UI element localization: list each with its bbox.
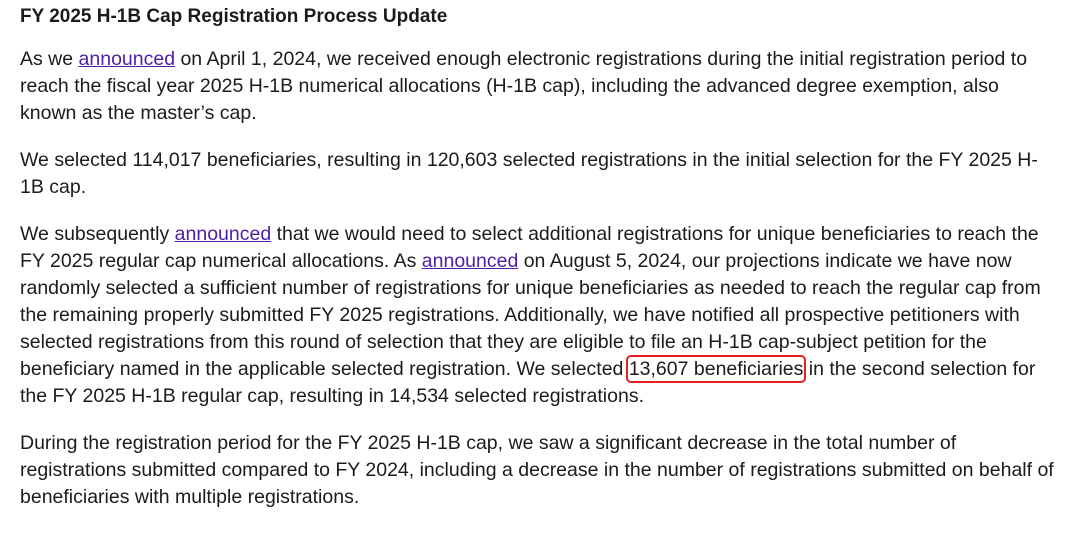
page-title: FY 2025 H-1B Cap Registration Process Update [20,6,448,27]
paragraph-second-text-4: in the second selection for the FY 2025 H-1B regular cap, resulting in 14,534 selected registrations. [20,358,1036,407]
paragraph-intro-text-1: As we [20,48,79,70]
paragraph-second-text-3: on August 5, 2024, our projections indicate we have now randomly selected a sufficient number of registrations for unique beneficiaries as needed to reach the regular cap from the remaining properly submitted FY 2025 registrations. Additionally, we have notified all prospective petitioners with selected registrations from this round of selection that they are eligible to file an H-1B cap-subject petition for the beneficiary named in the applicable selected registration. We selected [20,250,1041,380]
paragraph-second-text-2: that we would need to select additional registrations for unique beneficiaries to reach the FY 2025 regular cap numerical allocations. As [20,223,1039,272]
paragraph-intro [20,46,1060,127]
announced-link-august[interactable]: announced [421,250,519,272]
highlighted-beneficiaries-count: 13,607 beneficiaries [628,358,804,380]
paragraph-second-text-1: We subsequently [20,223,175,245]
paragraph-intro-text-2: on April 1, 2024, we received enough electronic registrations during the initial registration period to reach the fiscal year 2025 H-1B numerical allocations (H-1B cap), including the advanced degree exemption, also known as the master’s cap. [20,48,1028,124]
announced-link-subsequent[interactable]: announced [174,223,272,245]
announced-link-april[interactable]: announced [78,48,176,70]
paragraph-registration-decrease: During the registration period for the FY 2025 H-1B cap, we saw a significant decrease in the total number of registrations submitted compared to FY 2024, including a decrease in the number of registrations submitted on behalf of beneficiaries with multiple registrations. [20,432,1054,508]
paragraph-initial-selection: We selected 114,017 beneficiaries, resulting in 120,603 selected registrations in the initial selection for the FY 2025 H-1B cap. [20,149,1038,198]
paragraph-second-selection [20,221,1060,410]
